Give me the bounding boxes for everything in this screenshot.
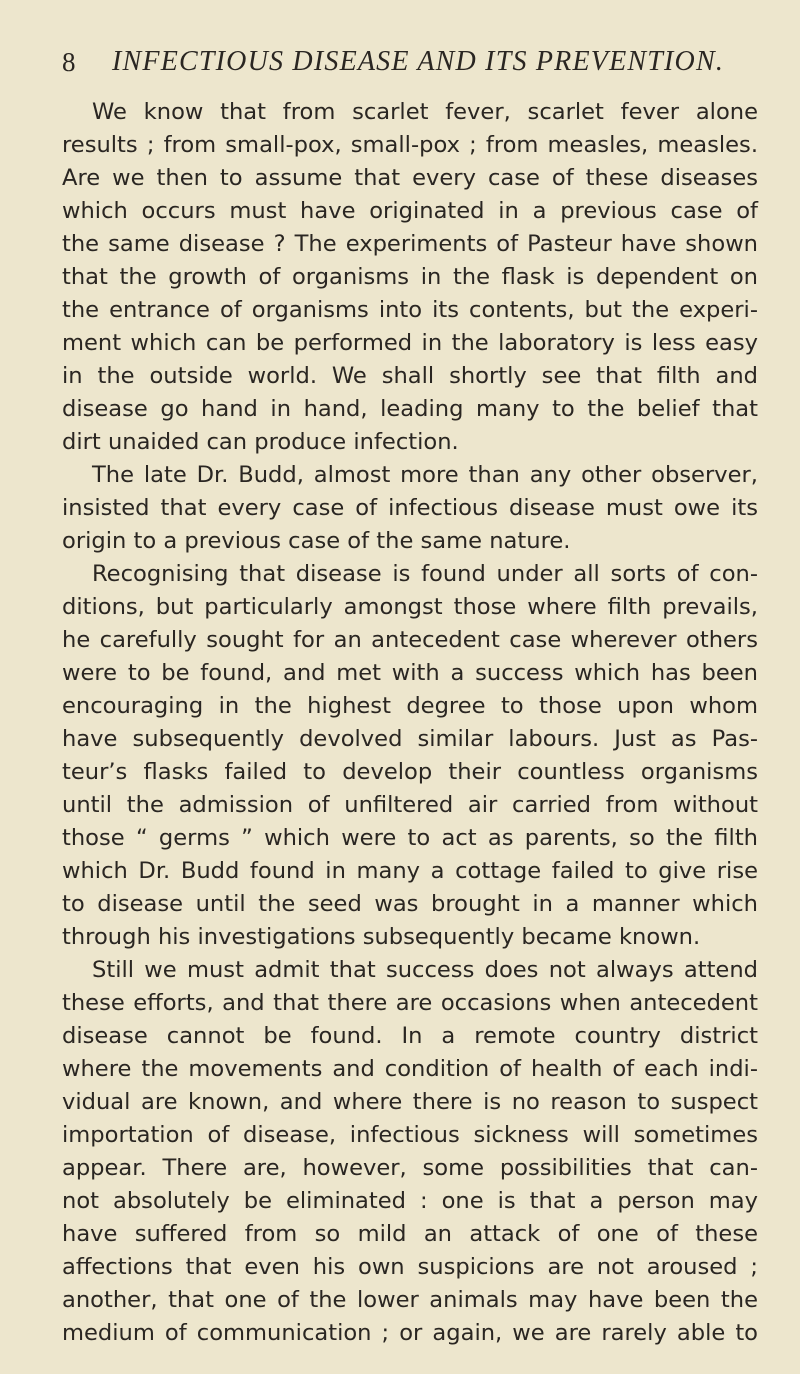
text-line: were to be found, and met with a success which has been (62, 660, 758, 686)
text-line: insisted that every case of infectious disease must owe its (62, 495, 758, 521)
text-line: The late Dr. Budd, almost more than any other observer, (92, 462, 758, 488)
text-line: have subsequently devolved similar labours. Just as Pas- (62, 726, 758, 752)
text-line: which Dr. Budd found in many a cottage failed to give rise (62, 858, 758, 884)
text-line: in the outside world. We shall shortly see that filth and (62, 363, 758, 389)
text-line: until the admission of unfiltered air carried from without (62, 792, 758, 818)
text-line: disease go hand in hand, leading many to the belief that (62, 396, 758, 422)
text-line: have suffered from so mild an attack of one of these (62, 1221, 758, 1247)
text-line: where the movements and condition of health of each indi- (62, 1056, 758, 1082)
text-line: ditions, but particularly amongst those where filth prevails, (62, 594, 758, 620)
text-line: importation of disease, infectious sickness will sometimes (62, 1122, 758, 1148)
text-line: ment which can be performed in the laboratory is less easy (62, 330, 758, 356)
body-text (62, 96, 758, 1350)
text-line: he carefully sought for an antecedent case wherever others (62, 627, 758, 653)
text-line: Are we then to assume that every case of these diseases (62, 165, 758, 191)
running-head (62, 46, 762, 86)
text-line: disease cannot be found. In a remote country district (62, 1023, 758, 1049)
text-line: which occurs must have originated in a previous case of (62, 198, 758, 224)
text-line: Recognising that disease is found under all sorts of con- (92, 561, 758, 587)
text-line: vidual are known, and where there is no reason to suspect (62, 1089, 758, 1115)
text-line: to disease until the seed was brought in a manner which (62, 891, 758, 917)
text-line: We know that from scarlet fever, scarlet fever alone (92, 99, 758, 125)
text-line: that the growth of organisms in the flask is dependent on (62, 264, 758, 290)
text-line: appear. There are, however, some possibilities that can- (62, 1155, 758, 1181)
text-line: Still we must admit that success does not always attend (92, 957, 758, 983)
text-line: the entrance of organisms into its contents, but the experi- (62, 297, 758, 323)
text-line: not absolutely be eliminated : one is that a person may (62, 1188, 758, 1214)
running-title: INFECTIOUS DISEASE AND ITS PREVENTION. (112, 46, 725, 77)
text-line: encouraging in the highest degree to those upon whom (62, 693, 758, 719)
text-line: another, that one of the lower animals may have been the (62, 1287, 758, 1313)
text-line: teur’s flasks failed to develop their countless organisms (62, 759, 758, 785)
text-line: these efforts, and that there are occasions when antecedent (62, 990, 758, 1016)
text-line: origin to a previous case of the same nature. (62, 528, 571, 554)
text-line: medium of communication ; or again, we are rarely able to (62, 1320, 758, 1346)
text-line: the same disease ? The experiments of Pasteur have shown (62, 231, 758, 257)
text-line: results ; from small-pox, small-pox ; from measles, measles. (62, 132, 758, 158)
text-line: affections that even his own suspicions are not aroused ; (62, 1254, 758, 1280)
text-line: through his investigations subsequently became known. (62, 924, 701, 950)
page-number: 8 (62, 47, 76, 77)
text-line: dirt unaided can produce infection. (62, 429, 459, 455)
text-line: those “ germs ” which were to act as parents, so the filth (62, 825, 758, 851)
